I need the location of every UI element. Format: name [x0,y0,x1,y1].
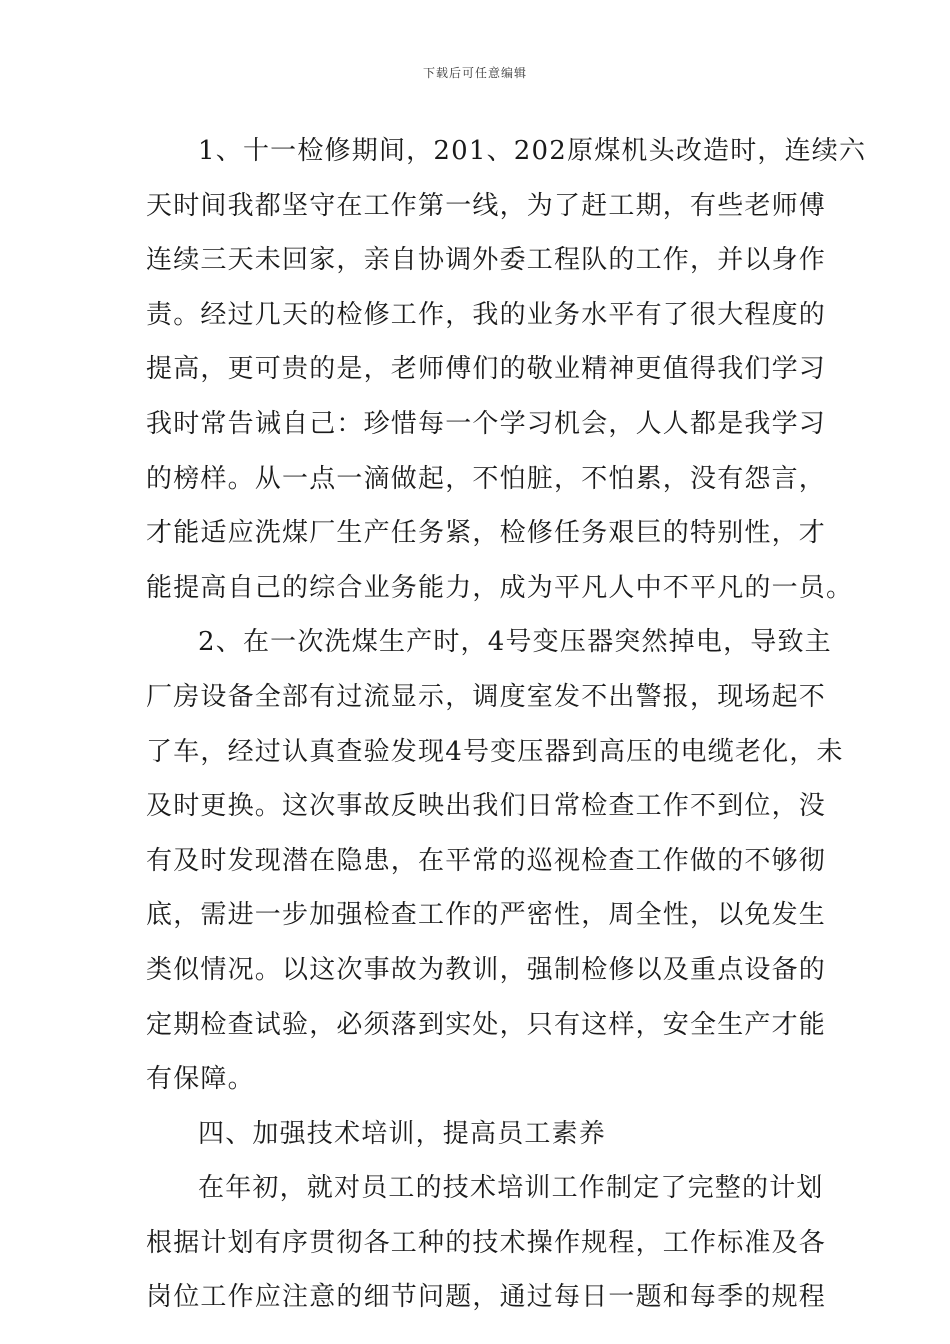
text-line: 在年初，就对员工的技术培训工作制定了完整的计划 [198,1173,824,1204]
text-line: 类似情况。以这次事故为教训，强制检修以及重点设备的 [146,954,827,985]
text-line: 2、在一次洗煤生产时，4号变压器突然掉电，导致主 [198,627,832,658]
text-line: 天时间我都坚守在工作第一线，为了赶工期，有些老师傅 [146,190,827,221]
text-line: 提高，更可贵的是，老师傅们的敬业精神更值得我们学习 [146,354,827,385]
text-line: 有保障。 [146,1064,255,1095]
document-body [146,124,867,1325]
text-line: 才能适应洗煤厂生产任务紧，检修任务艰巨的特别性，才 [146,518,827,549]
text-line: 我时常告诫自己：珍惜每一个学习机会，人人都是我学习 [146,408,827,439]
page-header: 下载后可任意编辑 [422,66,527,80]
text-line: 责。经过几天的检修工作，我的业务水平有了很大程度的 [146,299,827,330]
text-line: 定期检查试验，必须落到实处，只有这样，安全生产才能 [146,1009,827,1040]
section-heading: 四、加强技术培训，提高员工素养 [198,1118,607,1149]
text-line: 厂房设备全部有过流显示，调度室发不出警报，现场起不 [146,681,827,712]
text-line: 1、十一检修期间，201、202原煤机头改造时，连续六 [198,136,867,166]
text-line: 及时更换。这次事故反映出我们日常检查工作不到位，没 [146,791,827,822]
text-line: 底，需进一步加强检查工作的严密性，周全性，以免发生 [146,900,827,931]
text-line: 的榜样。从一点一滴做起，不怕脏，不怕累，没有怨言， [146,463,827,494]
text-line: 了车，经过认真查验发现4号变压器到高压的电缆老化，未 [146,736,844,767]
text-line: 岗位工作应注意的细节问题，通过每日一题和每季的规程 [146,1282,827,1313]
text-line: 能提高自己的综合业务能力，成为平凡人中不平凡的一员。 [146,572,854,603]
text-line: 连续三天未回家，亲自协调外委工程队的工作，并以身作 [146,245,827,276]
text-line: 根据计划有序贯彻各工种的技术操作规程，工作标准及各 [146,1227,827,1258]
text-line: 有及时发现潜在隐患，在平常的巡视检查工作做的不够彻 [146,845,827,876]
